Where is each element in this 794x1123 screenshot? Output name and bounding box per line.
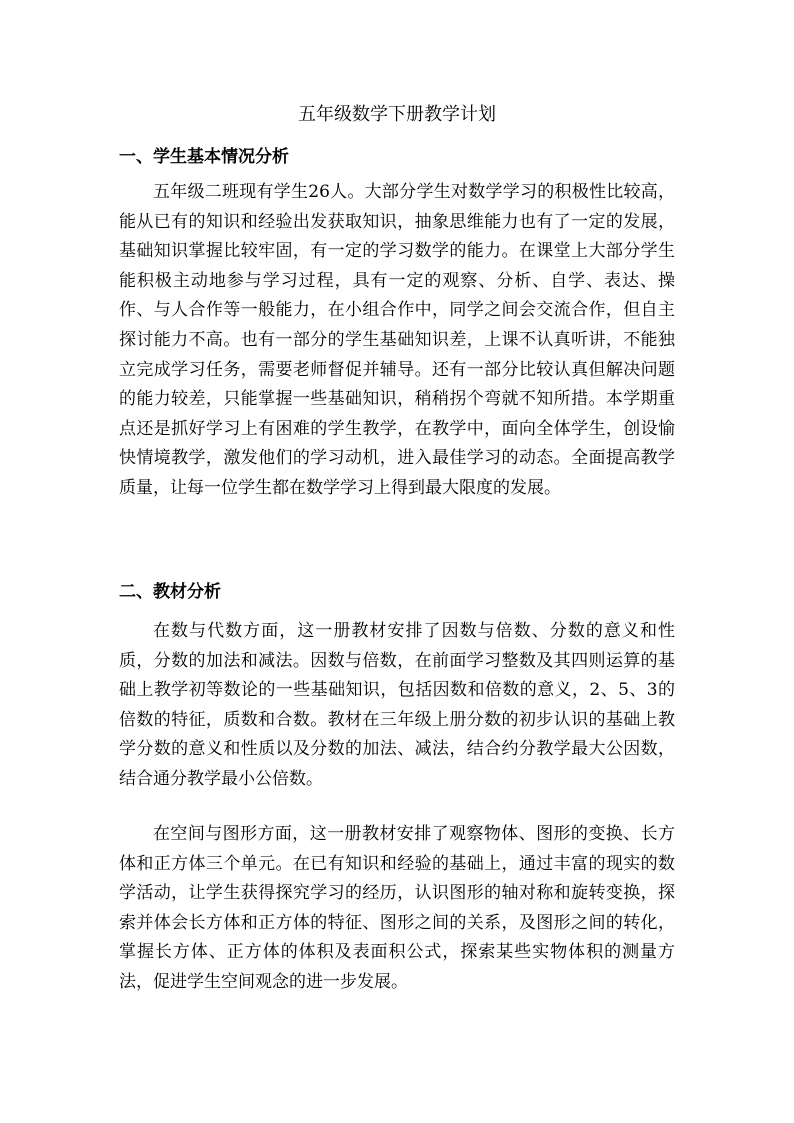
paragraph-space-geometry: 在空间与图形方面，这一册教材安排了观察物体、图形的变换、长方体和正方体三个单元。在已有知识和经验的基础上，通过丰富的现实的数学活动，让学生获得探究学习的经历，认识图形的轴对称和旋转变换，探索并体会长方体和正方体的特征、图形之间的关系，及图形之间的转化，掌握长方体、正方体的体积及表面积公式，探索某些实物体积的测量方法，促进学生空间观念的进一步发展。 [119,824,675,992]
document-title: 五年级数学下册教学计划 [298,104,496,125]
paragraph-number-algebra: 在数与代数方面，这一册教材安排了因数与倍数、分数的意义和性质，分数的加法和减法。因数与倍数，在前面学习整数及其四则运算的基础上教学初等数论的一些基础知识，包括因数和倍数的意义，2、5、3的倍数的特征，质数和合数。教材在三年级上册分数的初步认识的基础上教学分数的意义和性质以及分数的加法、减法，结合约分教学最大公因数，结合通分教学最小公倍数。 [119,621,675,789]
section-heading-student-analysis: 一、学生基本情况分析 [119,147,289,167]
section-heading-textbook-analysis: 二、教材分析 [119,582,221,602]
paragraph-student-analysis: 五年级二班现有学生26人。大部分学生对数学学习的积极性比较高，能从已有的知识和经验出发获取知识，抽象思维能力也有了一定的发展，基础知识掌握比较牢固，有一定的学习数学的能力。在课堂上大部分学生能积极主动地参与学习过程，具有一定的观察、分析、自学、表达、操作、与人合作等一般能力，在小组合作中，同学之间会交流合作，但自主探讨能力不高。也有一部分的学生基础知识差，上课不认真听讲，不能独立完成学习任务，需要老师督促并辅导。还有一部分比较认真但解决问题的能力较差，只能掌握一些基础知识，稍稍拐个弯就不知所措。本学期重点还是抓好学习上有困难的学生教学，在教学中，面向全体学生，创设愉快情境教学，激发他们的学习动机，进入最佳学习的动态。全面提高教学质量，让每一位学生都在数学学习上得到最大限度的发展。 [119,182,675,498]
